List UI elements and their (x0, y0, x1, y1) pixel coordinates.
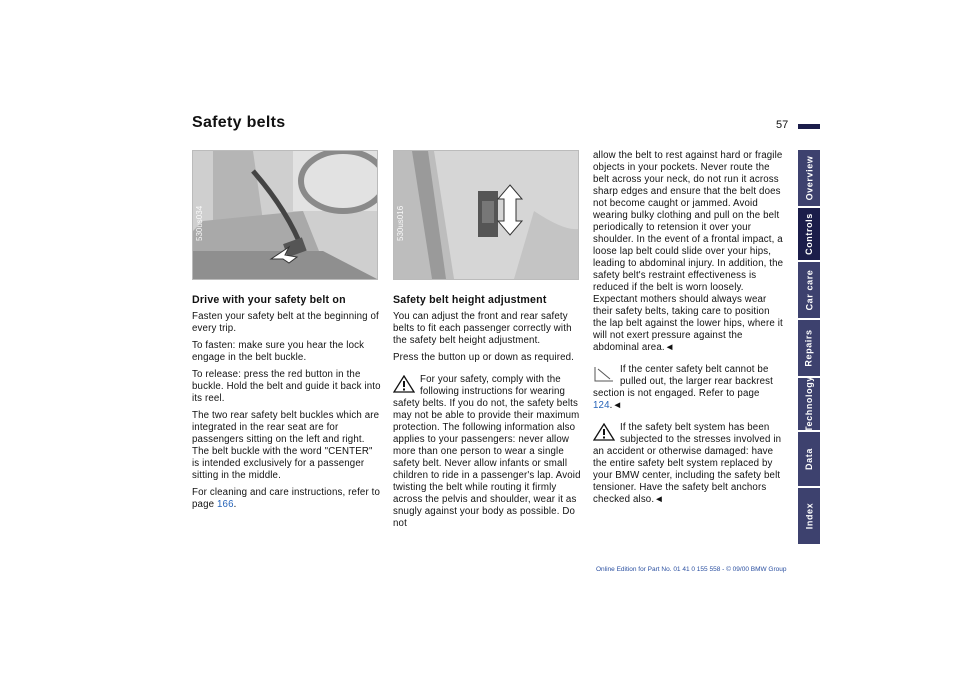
warning-block: For your safety, comply with the following instructions for wearing safety belts. If you do not, the safety belts may not be able to provide their maximum protection. The following information also applies to your passengers: never allow more than one person to wear a single safety belt. Never allow infants or small children to ride in a passenger's lap. Avoid twisting the belt while routing it firmly across the pelvis and shoulder, wear it as snugly against your body as possible. Do not (393, 374, 581, 529)
column-drive-with-belt (192, 294, 382, 516)
side-tab-overview[interactable]: Overview (798, 150, 820, 206)
belt-height-adjuster-photo (393, 150, 579, 280)
paragraph: To release: press the red button in the buckle. Hold the belt and guide it back into its reel. (192, 369, 381, 404)
page-number: 57 (776, 119, 789, 131)
page-title: Safety belts (192, 114, 286, 131)
paragraph: allow the belt to rest against hard or fragile objects in your pockets. Never route the belt across your neck, do not run it across sharp edges and ensure that the belt does not become caught or jammed. Avoid wearing bulky clothing and pull on the belt periodically to retension it over your shoulder. In the event of a frontal impact, a loose lap belt could slide over your hips, leading to abdominal injury. In addition, the safety belt's restraint effectiveness is reduced if the belt is worn loosely. Expectant mothers should always wear their safety belts, taking care to position the lap belt against the lower hips, where it will not exert pressure against the abdominal area.◄ (593, 150, 784, 353)
warning-triangle-icon (393, 375, 415, 393)
note-block: If the center safety belt cannot be pulled out, the larger rear backrest section is not engaged. Refer to page 124.◄ (593, 364, 773, 411)
note-check-icon (593, 365, 615, 383)
paragraph: Press the button up or down as required. (393, 352, 575, 363)
paragraph: The two rear safety belt buckles which are integrated in the rear seat are for passengers sitting on the left and right. The belt buckle with the word "CENTER" is intended exclusively for a passenger sitting in the middle. (192, 410, 380, 481)
side-tab-controls[interactable]: Controls (798, 208, 820, 260)
warning-block: If the safety belt system has been subjected to the stresses involved in an accident or otherwise damaged: have the entire safety belt system replaced by your BMW center, including the safety belt tensioner. Have the safety belt anchors checked also.◄ (593, 422, 782, 505)
column-continued (593, 150, 785, 511)
paragraph: Fasten your safety belt at the beginning of every trip. (192, 311, 379, 334)
image-code-mid: 530us016 (396, 205, 405, 241)
seat-belt-buckle-photo (192, 150, 378, 280)
warning-triangle-icon (593, 423, 615, 441)
side-tab-index[interactable]: Index (798, 488, 820, 544)
paragraph: To fasten: make sure you hear the lock engage in the belt buckle. (192, 340, 365, 363)
image-code-left: 530us034 (195, 205, 204, 241)
paragraph: For cleaning and care instructions, refer to page 166. (192, 487, 381, 510)
footer-edition-note: Online Edition for Part No. 01 41 0 155 558 - © 09/00 BMW Group (596, 566, 787, 573)
paragraph: You can adjust the front and rear safety belts to fit each passenger correctly with the safety belt height adjustment. (393, 311, 572, 346)
heading-drive-with-belt: Drive with your safety belt on (192, 294, 346, 306)
side-tab-car-care[interactable]: Car care (798, 262, 820, 318)
page-reference-link[interactable]: 166 (217, 499, 234, 510)
column-height-adjustment (393, 294, 583, 535)
side-tab-technology[interactable]: Technology (798, 378, 820, 430)
page-number-bar (798, 124, 820, 129)
side-tab-repairs[interactable]: Repairs (798, 320, 820, 376)
page-reference-link[interactable]: 124 (593, 400, 610, 411)
side-tab-data[interactable]: Data (798, 432, 820, 486)
heading-height-adjustment: Safety belt height adjustment (393, 294, 547, 306)
